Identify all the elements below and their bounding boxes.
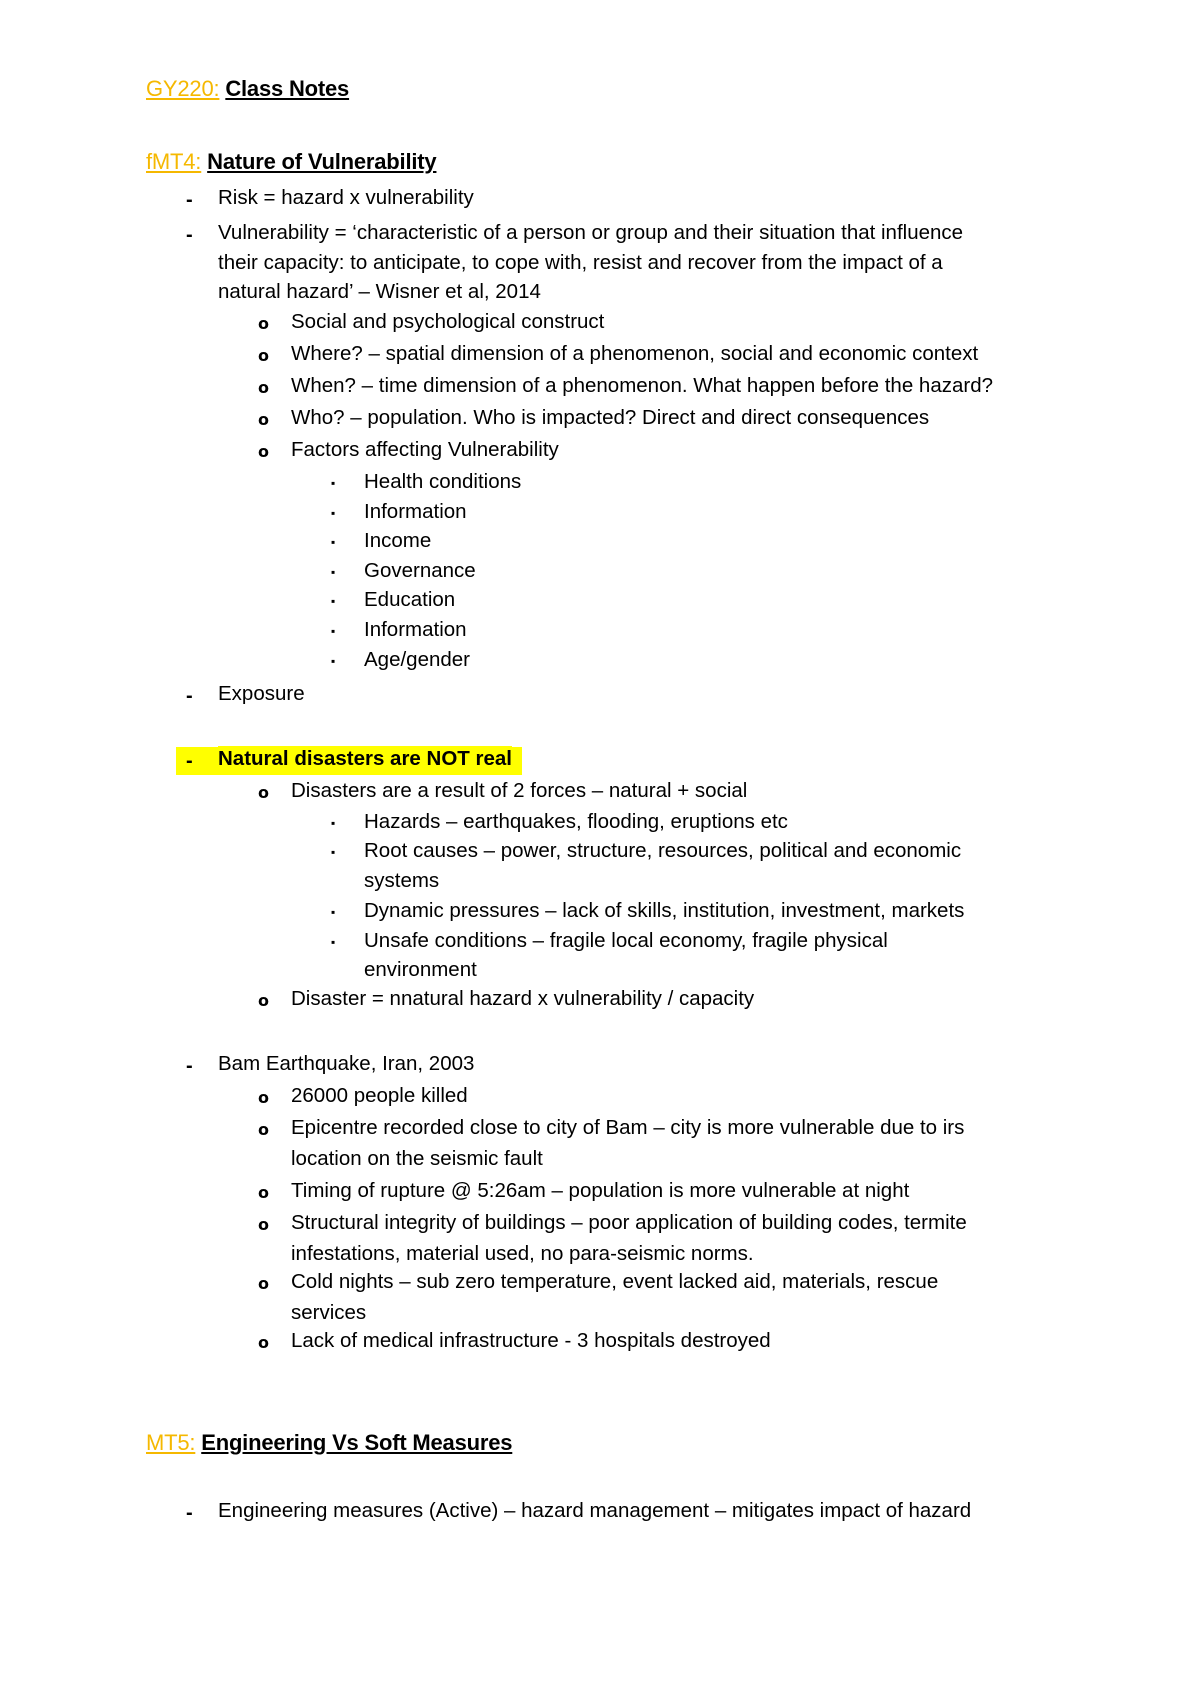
list-item: Who? – population. Who is impacted? Direct and direct consequences [291, 406, 930, 429]
circle-bullet: o [258, 1215, 269, 1234]
list-item: Age/gender [364, 648, 471, 671]
list-item: Factors affecting Vulnerability [291, 438, 559, 461]
list-item: Risk = hazard x vulnerability [218, 186, 474, 209]
list-item-continuation: location on the seismic fault [291, 1147, 543, 1170]
course-title: Class Notes [225, 76, 350, 101]
square-bullet: ▪ [331, 594, 336, 608]
list-item: Where? – spatial dimension of a phenomenon, social and economic context [291, 342, 979, 365]
list-item: Disaster = nnatural hazard x vulnerability / capacity [291, 987, 755, 1010]
circle-bullet: o [258, 1333, 269, 1352]
square-bullet: ▪ [331, 816, 336, 830]
list-item: Dynamic pressures – lack of skills, institution, investment, markets [364, 899, 965, 922]
list-item: Education [364, 588, 456, 611]
circle-bullet: o [258, 1088, 269, 1107]
list-item: Exposure [218, 682, 305, 705]
list-item: Governance [364, 559, 476, 582]
list-item-continuation: services [291, 1301, 367, 1324]
list-item: Structural integrity of buildings – poor application of building codes, termite [291, 1211, 967, 1234]
document-title [146, 76, 349, 102]
square-bullet: ▪ [331, 476, 336, 490]
list-item: Social and psychological construct [291, 310, 605, 333]
square-bullet: ▪ [331, 654, 336, 668]
list-item: Timing of rupture @ 5:26am – population is more vulnerable at night [291, 1179, 910, 1202]
square-bullet: ▪ [331, 905, 336, 919]
list-item: When? – time dimension of a phenomenon. What happen before the hazard? [291, 374, 994, 397]
section-heading-mt5 [146, 1430, 512, 1456]
list-item: Engineering measures (Active) – hazard management – mitigates impact of hazard [218, 1499, 972, 1522]
dash-bullet: - [186, 189, 193, 211]
list-item: Root causes – power, structure, resources, political and economic [364, 839, 962, 862]
section-title: Engineering Vs Soft Measures [201, 1430, 513, 1455]
circle-bullet: o [258, 346, 269, 365]
dash-bullet: - [186, 1502, 193, 1524]
square-bullet: ▪ [331, 935, 336, 949]
section-code: MT5: [146, 1430, 196, 1455]
list-item: Information [364, 500, 467, 523]
list-item-continuation: natural hazard’ – Wisner et al, 2014 [218, 280, 541, 303]
list-item-continuation: infestations, material used, no para-seismic norms. [291, 1242, 754, 1265]
list-item: Cold nights – sub zero temperature, event lacked aid, materials, rescue [291, 1270, 939, 1293]
list-item: Epicentre recorded close to city of Bam – city is more vulnerable due to irs [291, 1116, 965, 1139]
list-item-continuation: their capacity: to anticipate, to cope with, resist and recover from the impact of a [218, 251, 943, 274]
circle-bullet: o [258, 442, 269, 461]
square-bullet: ▪ [331, 506, 336, 520]
circle-bullet: o [258, 314, 269, 333]
section-title: Nature of Vulnerability [207, 149, 437, 174]
circle-bullet: o [258, 1120, 269, 1139]
circle-bullet: o [258, 783, 269, 802]
list-item: Disasters are a result of 2 forces – natural + social [291, 779, 748, 802]
dash-bullet: - [186, 1055, 193, 1077]
section-code: fMT4: [146, 149, 202, 174]
circle-bullet: o [258, 1274, 269, 1293]
section-heading-mt4 [146, 149, 436, 175]
square-bullet: ▪ [331, 535, 336, 549]
circle-bullet: o [258, 991, 269, 1010]
square-bullet: ▪ [331, 624, 336, 638]
dash-bullet: - [186, 224, 193, 246]
course-code: GY220: [146, 76, 220, 101]
dash-bullet: - [186, 750, 193, 772]
list-item: Unsafe conditions – fragile local economy, fragile physical [364, 929, 888, 952]
list-item: Income [364, 529, 432, 552]
list-item: Vulnerability = ‘characteristic of a person or group and their situation that influence [218, 221, 964, 244]
highlighted-list-item: Natural disasters are NOT real [218, 747, 512, 770]
list-item: Lack of medical infrastructure - 3 hospitals destroyed [291, 1329, 771, 1352]
dash-bullet: - [186, 685, 193, 707]
list-item: Information [364, 618, 467, 641]
list-item-continuation: systems [364, 869, 440, 892]
square-bullet: ▪ [331, 845, 336, 859]
list-item-continuation: environment [364, 958, 477, 981]
list-item: 26000 people killed [291, 1084, 468, 1107]
circle-bullet: o [258, 1183, 269, 1202]
list-item: Health conditions [364, 470, 522, 493]
square-bullet: ▪ [331, 565, 336, 579]
list-item: Bam Earthquake, Iran, 2003 [218, 1052, 475, 1075]
circle-bullet: o [258, 410, 269, 429]
circle-bullet: o [258, 378, 269, 397]
list-item: Hazards – earthquakes, flooding, eruptions etc [364, 810, 788, 833]
